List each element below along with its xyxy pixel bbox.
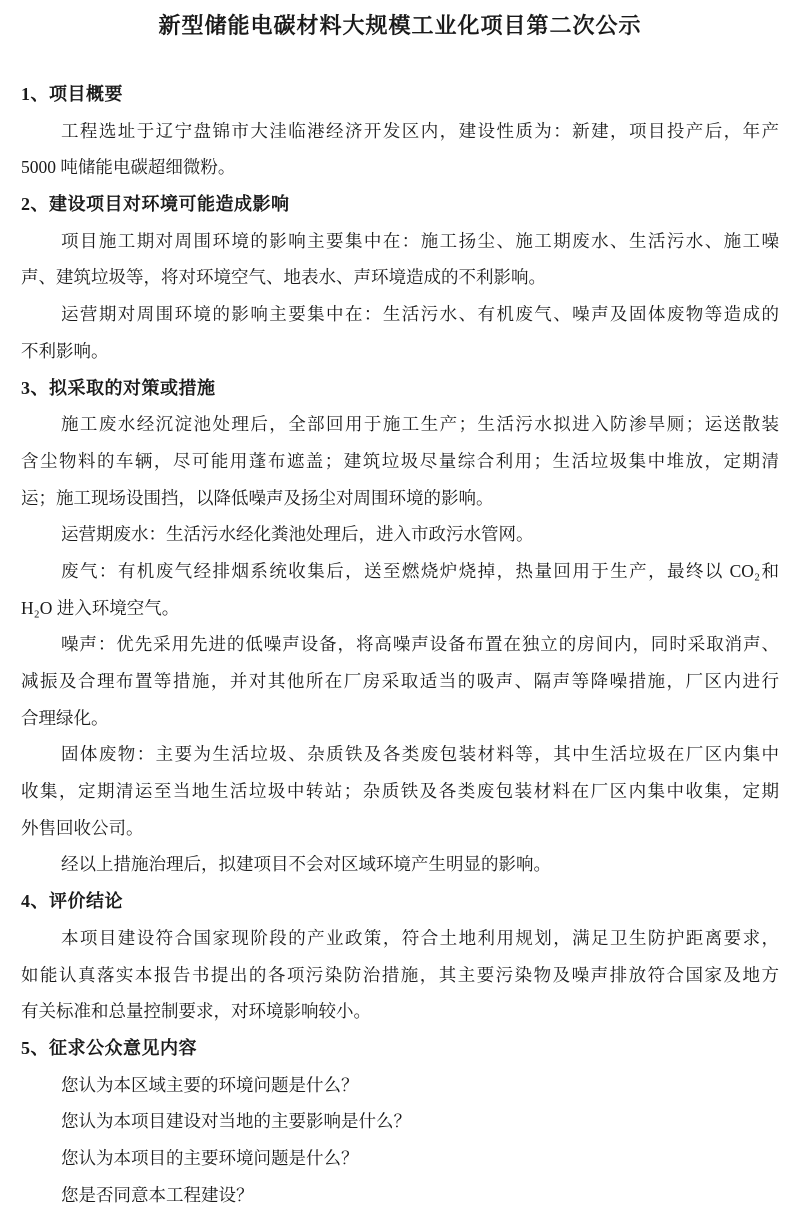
section-heading: 5、征求公众意见内容 bbox=[21, 1037, 197, 1058]
paragraph-line: 废气：有机废气经排烟系统收集后，送至燃烧炉烧掉，热量回用于生产，最终以 CO₂和 bbox=[61, 560, 779, 581]
paragraph-line: H₂O 进入环境空气。 bbox=[21, 597, 180, 618]
paragraph-line: 噪声：优先采用先进的低噪声设备，将高噪声设备布置在独立的房间内，同时采取消声、 bbox=[61, 634, 779, 655]
document-body bbox=[21, 76, 779, 1213]
paragraph-line: 含尘物料的车辆，尽可能用蓬布遮盖；建筑垃圾尽量综合利用；生活垃圾集中堆放，定期清 bbox=[21, 450, 779, 471]
paragraph-line: 运营期对周围环境的影响主要集中在：生活污水、有机废气、噪声及固体废物等造成的 bbox=[61, 304, 779, 325]
document-title: 新型储能电碳材料大规模工业化项目第二次公示 bbox=[158, 13, 642, 38]
paragraph-line: 工程选址于辽宁盘锦市大洼临港经济开发区内，建设性质为：新建，项目投产后，年产 bbox=[61, 120, 779, 141]
paragraph-line: 您认为本区域主要的环境问题是什么？ bbox=[61, 1074, 359, 1095]
paragraph-line: 有关标准和总量控制要求，对环境影响较小。 bbox=[21, 1001, 371, 1022]
paragraph-line: 您是否同意本工程建设？ bbox=[61, 1184, 254, 1205]
paragraph-line: 运；施工现场设围挡，以降低噪声及扬尘对周围环境的影响。 bbox=[21, 487, 494, 508]
paragraph-line: 本项目建设符合国家现阶段的产业政策，符合土地利用规划，满足卫生防护距离要求， bbox=[61, 927, 779, 948]
paragraph-line: 您认为本项目建设对当地的主要影响是什么？ bbox=[61, 1111, 411, 1132]
paragraph-line: 收集，定期清运至当地生活垃圾中转站；杂质铁及各类废包装材料在厂区内集中收集，定期 bbox=[21, 781, 779, 802]
section-heading: 2、建设项目对环境可能造成影响 bbox=[21, 194, 290, 215]
paragraph-line: 经以上措施治理后，拟建项目不会对区域环境产生明显的影响。 bbox=[61, 854, 551, 875]
paragraph-line: 5000 吨储能电碳超细微粉。 bbox=[21, 157, 236, 178]
paragraph-line: 您认为本项目的主要环境问题是什么？ bbox=[61, 1147, 359, 1168]
paragraph-line: 施工废水经沉淀池处理后，全部回用于施工生产；生活污水拟进入防渗旱厕；运送散装 bbox=[61, 414, 779, 435]
paragraph-line: 运营期废水：生活污水经化粪池处理后，进入市政污水管网。 bbox=[61, 524, 534, 545]
section-heading: 3、拟采取的对策或措施 bbox=[21, 377, 216, 398]
paragraph-line: 合理绿化。 bbox=[21, 707, 109, 728]
paragraph-line: 如能认真落实本报告书提出的各项污染防治措施，其主要污染物及噪声排放符合国家及地方 bbox=[21, 964, 779, 985]
paragraph-line: 项目施工期对周围环境的影响主要集中在：施工扬尘、施工期废水、生活污水、施工噪 bbox=[61, 230, 779, 251]
section-heading: 1、项目概要 bbox=[21, 84, 123, 104]
paragraph-line: 减振及合理布置等措施，并对其他所在厂房采取适当的吸声、隔声等降噪措施，厂区内进行 bbox=[21, 671, 779, 691]
paragraph-line: 声、建筑垃圾等，将对环境空气、地表水、声环境造成的不利影响。 bbox=[21, 267, 546, 288]
section-heading: 4、评价结论 bbox=[21, 891, 123, 912]
paragraph-line: 外售回收公司。 bbox=[21, 817, 144, 838]
paragraph-line: 固体废物：主要为生活垃圾、杂质铁及各类废包装材料等，其中生活垃圾在厂区内集中 bbox=[61, 744, 779, 765]
paragraph-line: 不利影响。 bbox=[21, 340, 109, 361]
document-page bbox=[0, 10, 800, 1213]
